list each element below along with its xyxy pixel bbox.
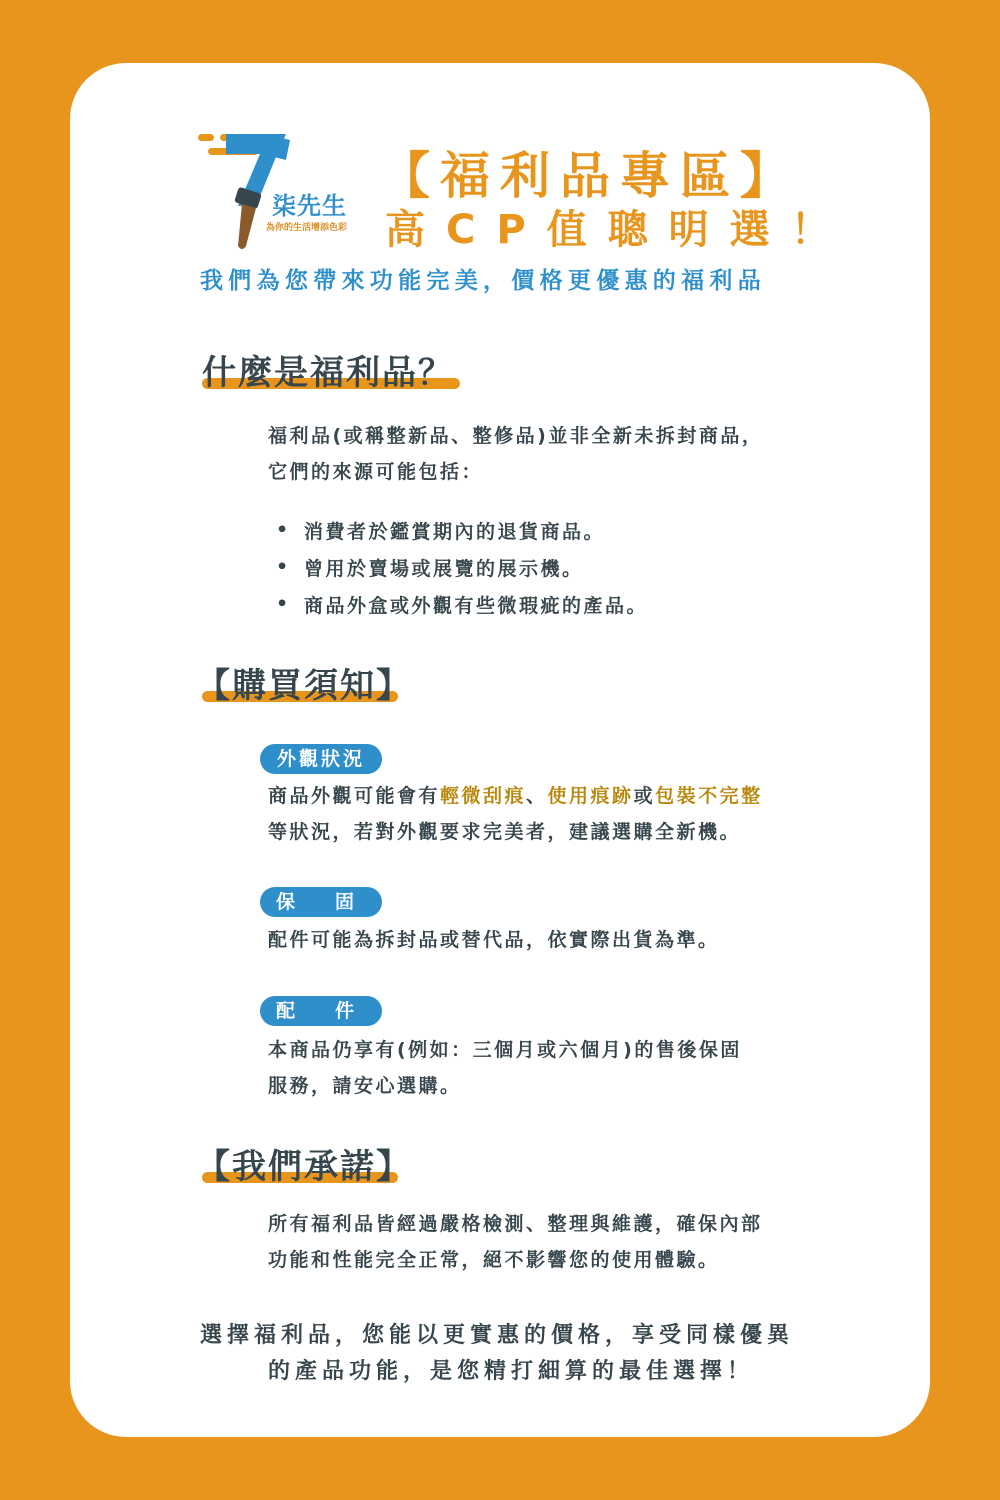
- section-heading-promise: 【我們承諾】: [196, 1147, 412, 1187]
- intro-line-1: 福利品(或稱整新品、整修品)並非全新未拆封商品，: [268, 425, 764, 447]
- bullet-item: 商品外盒或外觀有些微瑕疵的產品。: [304, 595, 649, 617]
- text-segment: 商品外觀可能會有: [268, 785, 441, 807]
- bullet-symbol: •: [276, 593, 289, 615]
- label-warranty: [260, 887, 382, 917]
- promise-line-1: 所有福利品皆經過嚴格檢測、整理與維護，確保內部: [268, 1213, 763, 1235]
- text-segment: 、: [526, 785, 548, 807]
- section-heading-what-is: 什麼是福利品？: [202, 353, 454, 393]
- bullet-item: 消費者於鑑賞期內的退貨商品。: [304, 521, 606, 543]
- appearance-line-1: [268, 778, 763, 814]
- closing-line-1: 選擇福利品，您能以更實惠的價格，享受同樣優異: [200, 1323, 795, 1348]
- accessories-line-2: 服務，請安心選購。: [268, 1075, 462, 1097]
- label-char: 保: [276, 891, 296, 913]
- warranty-text: 配件可能為拆封品或替代品，依實際出貨為準。: [268, 929, 720, 951]
- highlight-text: 輕微刮痕: [440, 785, 527, 807]
- bullet-item: 曾用於賣場或展覽的展示機。: [304, 558, 584, 580]
- bullet-symbol: •: [276, 519, 289, 541]
- page-title: 【福利品專區】: [380, 147, 800, 205]
- label-char: 配: [276, 1000, 296, 1022]
- page-subtitle: 高CP值聰明選！: [385, 207, 852, 253]
- brand-slogan: 為你的生活增添色彩: [266, 223, 348, 233]
- highlight-text: 使用痕跡: [547, 785, 634, 807]
- bullet-symbol: •: [276, 556, 289, 578]
- brand-name: 柒先生: [272, 192, 347, 220]
- label-appearance: 外觀狀況: [260, 744, 382, 774]
- highlight-text: 包裝不完整: [655, 785, 763, 807]
- section-heading-notice: 【購買須知】: [196, 666, 412, 706]
- promise-line-2: 功能和性能完全正常，絕不影響您的使用體驗。: [268, 1249, 720, 1271]
- label-accessories: [260, 996, 382, 1026]
- closing-line-2: 的產品功能，是您精打細算的最佳選擇！: [268, 1359, 755, 1384]
- label-char: 固: [334, 891, 354, 913]
- accessories-line-1: 本商品仍享有(例如：三個月或六個月)的售後保固: [268, 1039, 742, 1061]
- intro-line-2: 它們的來源可能包括：: [268, 461, 484, 483]
- text-segment: 或: [633, 785, 656, 807]
- appearance-line-2: 等狀況，若對外觀要求完美者，建議選購全新機。: [268, 821, 742, 843]
- label-char: 件: [334, 1000, 354, 1022]
- page-tagline: 我們為您帶來功能完美，價格更優惠的福利品: [200, 268, 766, 294]
